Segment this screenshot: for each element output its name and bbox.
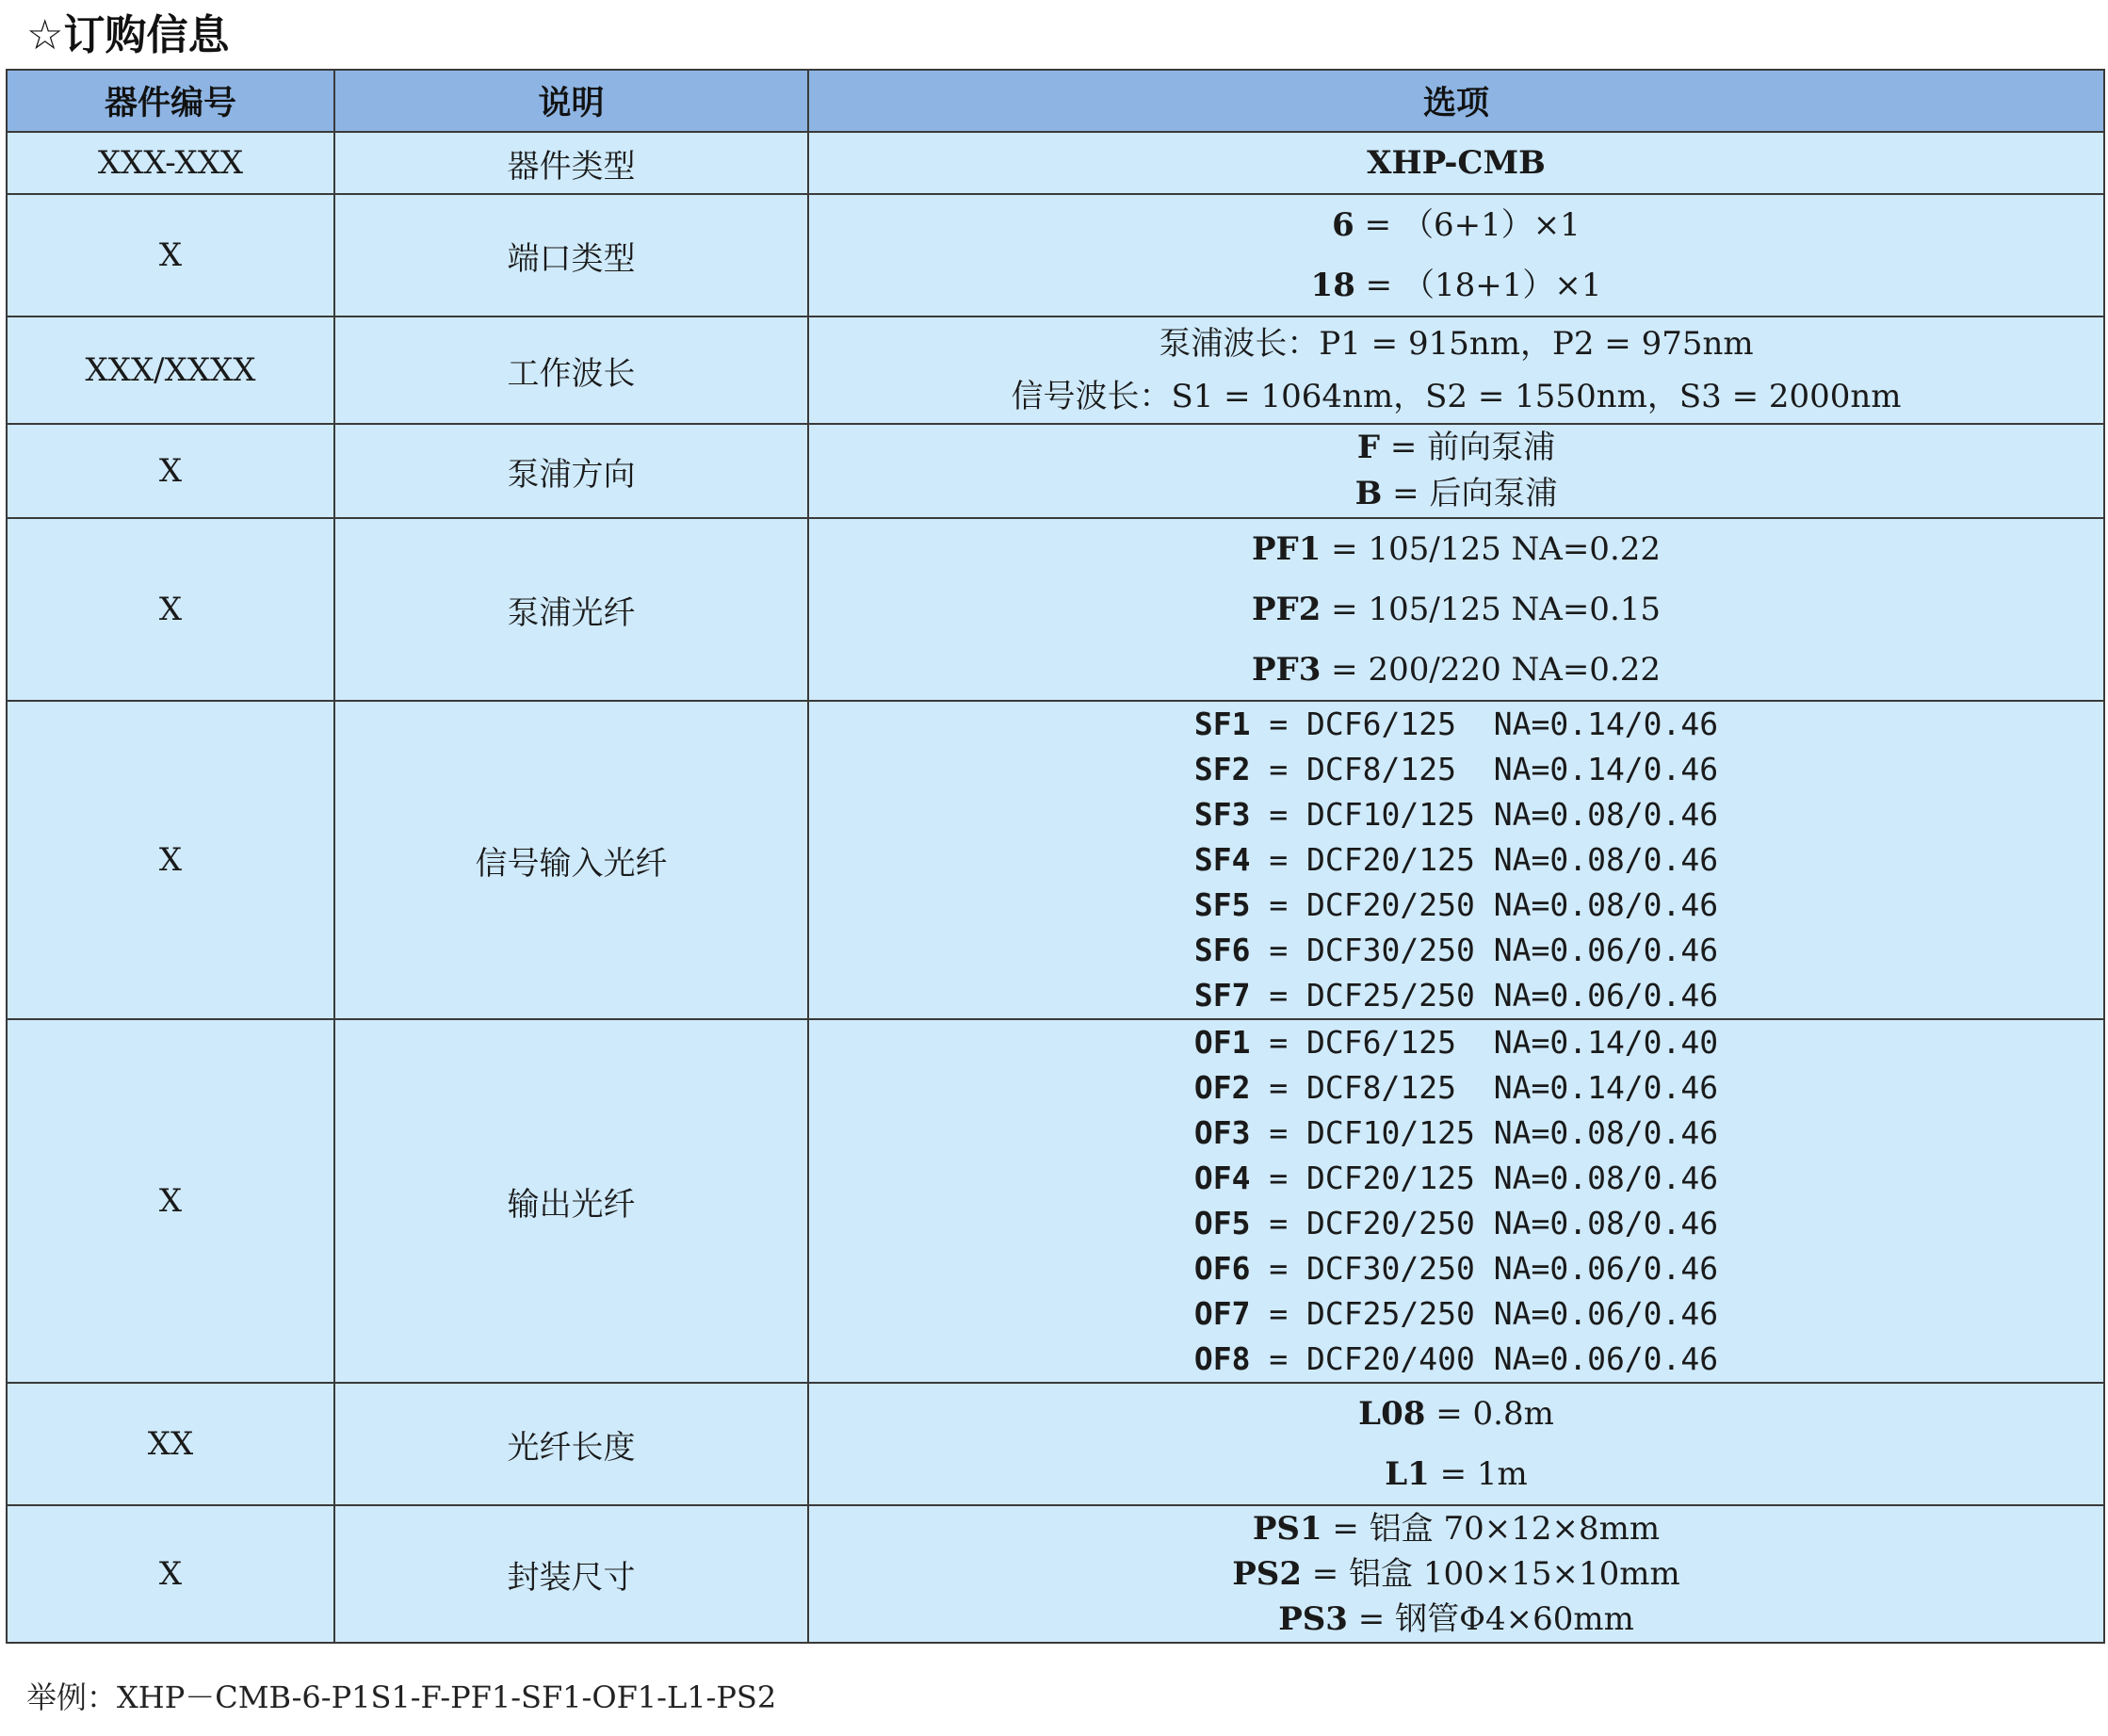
option-code: PS1 bbox=[1252, 1510, 1322, 1548]
option-code: PS3 bbox=[1278, 1600, 1348, 1638]
ordering-example: 举例：XHP－CMB-6-P1S1-F-PF1-SF1-OF1-L1-PS2 bbox=[26, 1679, 777, 1715]
option-line bbox=[809, 1551, 2103, 1597]
fiber-options-list bbox=[1194, 1020, 1718, 1382]
option-value: = DCF6/125 NA=0.14/0.46 bbox=[1250, 706, 1719, 742]
option-code: XHP-CMB bbox=[1367, 144, 1546, 182]
option-code: OF5 bbox=[1193, 1205, 1251, 1241]
option-value: = DCF8/125 NA=0.14/0.46 bbox=[1250, 751, 1719, 787]
option-code: PF3 bbox=[1251, 651, 1322, 689]
option-value: = 前向泵浦 bbox=[1380, 429, 1556, 466]
ordering-info-table bbox=[6, 69, 2105, 1644]
option-code: L1 bbox=[1385, 1455, 1430, 1493]
option-code: 18 bbox=[1310, 267, 1355, 304]
option-line bbox=[1194, 883, 1718, 928]
option-value: = DCF20/250 NA=0.08/0.46 bbox=[1250, 1205, 1719, 1241]
option-value: = DCF20/125 NA=0.08/0.46 bbox=[1250, 841, 1719, 878]
option-code: OF1 bbox=[1193, 1024, 1251, 1061]
option-line bbox=[809, 370, 2103, 423]
part-number-cell: X bbox=[7, 424, 334, 518]
option-value: = 105/125 NA=0.15 bbox=[1321, 591, 1662, 628]
option-code: SF6 bbox=[1193, 932, 1251, 968]
option-line bbox=[1194, 928, 1718, 973]
option-value: = 1m bbox=[1429, 1455, 1528, 1493]
option-line bbox=[809, 1597, 2103, 1642]
option-value: = DCF25/250 NA=0.06/0.46 bbox=[1250, 1295, 1719, 1332]
options-cell bbox=[808, 1383, 2104, 1505]
option-code: 6 bbox=[1332, 206, 1354, 244]
description-cell: 输出光纤 bbox=[334, 1019, 808, 1383]
option-value: = 铝盒 100×15×10mm bbox=[1301, 1555, 1680, 1593]
option-line bbox=[1194, 1111, 1718, 1156]
option-line bbox=[1194, 1065, 1718, 1111]
table-row bbox=[7, 194, 2104, 316]
option-line bbox=[1194, 1156, 1718, 1201]
description-cell: 封装尺寸 bbox=[334, 1505, 808, 1643]
option-code: SF1 bbox=[1193, 706, 1251, 742]
option-value: = 105/125 NA=0.22 bbox=[1321, 530, 1662, 568]
option-line bbox=[1194, 837, 1718, 883]
description-cell: 信号输入光纤 bbox=[334, 701, 808, 1019]
option-value: = DCF30/250 NA=0.06/0.46 bbox=[1250, 932, 1719, 968]
table-row bbox=[7, 1505, 2104, 1643]
options-cell bbox=[808, 701, 2104, 1019]
option-code: SF2 bbox=[1193, 751, 1251, 787]
option-code: PS2 bbox=[1232, 1555, 1302, 1593]
option-line bbox=[809, 1506, 2103, 1551]
option-value: = DCF8/125 NA=0.14/0.46 bbox=[1250, 1069, 1719, 1106]
option-code: PF2 bbox=[1251, 591, 1322, 628]
table-row bbox=[7, 701, 2104, 1019]
part-number-cell: X bbox=[7, 518, 334, 701]
option-value: 泵浦波长：P1 = 915nm，P2 = 975nm bbox=[1159, 325, 1754, 363]
option-line bbox=[809, 1384, 2103, 1444]
table-row bbox=[7, 316, 2104, 424]
table-header-row bbox=[7, 70, 2104, 132]
table-row bbox=[7, 518, 2104, 701]
description-cell: 光纤长度 bbox=[334, 1383, 808, 1505]
option-value: = DCF30/250 NA=0.06/0.46 bbox=[1250, 1250, 1719, 1287]
fiber-options-list bbox=[1194, 702, 1718, 1018]
options-cell bbox=[808, 518, 2104, 701]
option-value: = DCF20/400 NA=0.06/0.46 bbox=[1250, 1340, 1719, 1377]
column-header-options: 选项 bbox=[808, 70, 2104, 132]
option-value: 信号波长：S1 = 1064nm，S2 = 1550nm，S3 = 2000nm bbox=[1011, 378, 1902, 415]
option-value: = DCF10/125 NA=0.08/0.46 bbox=[1250, 796, 1719, 833]
option-code: L08 bbox=[1358, 1395, 1426, 1433]
description-cell: 泵浦光纤 bbox=[334, 518, 808, 701]
option-code: OF6 bbox=[1193, 1250, 1251, 1287]
option-code: OF3 bbox=[1193, 1114, 1251, 1151]
option-code: PF1 bbox=[1251, 530, 1322, 568]
option-code: OF7 bbox=[1193, 1295, 1251, 1332]
part-number-cell: X bbox=[7, 1019, 334, 1383]
options-cell bbox=[808, 1019, 2104, 1383]
option-value: = DCF6/125 NA=0.14/0.40 bbox=[1250, 1024, 1719, 1061]
option-line bbox=[809, 471, 2103, 517]
option-code: SF5 bbox=[1193, 886, 1251, 923]
table-row bbox=[7, 1383, 2104, 1505]
table-row bbox=[7, 1019, 2104, 1383]
option-code: OF2 bbox=[1193, 1069, 1251, 1106]
option-line bbox=[1194, 1291, 1718, 1337]
table-body bbox=[7, 132, 2104, 1643]
option-line bbox=[1194, 747, 1718, 792]
column-header-description: 说明 bbox=[334, 70, 808, 132]
description-cell: 工作波长 bbox=[334, 316, 808, 424]
option-value: = DCF10/125 NA=0.08/0.46 bbox=[1250, 1114, 1719, 1151]
options-cell bbox=[808, 1505, 2104, 1643]
option-line bbox=[809, 134, 2103, 192]
option-value: = DCF20/125 NA=0.08/0.46 bbox=[1250, 1160, 1719, 1196]
column-header-part-number: 器件编号 bbox=[7, 70, 334, 132]
option-line bbox=[1194, 1246, 1718, 1291]
options-cell bbox=[808, 132, 2104, 194]
option-line bbox=[1194, 1337, 1718, 1382]
option-line bbox=[809, 519, 2103, 579]
option-line bbox=[809, 640, 2103, 700]
option-code: OF4 bbox=[1193, 1160, 1251, 1196]
option-line bbox=[1194, 973, 1718, 1018]
option-value: = 后向泵浦 bbox=[1382, 475, 1558, 512]
option-line bbox=[1194, 1201, 1718, 1246]
option-line bbox=[809, 1444, 2103, 1504]
option-code: SF7 bbox=[1193, 977, 1251, 1014]
part-number-cell: X bbox=[7, 1505, 334, 1643]
option-value: = （18+1）×1 bbox=[1354, 267, 1602, 304]
option-line bbox=[809, 425, 2103, 471]
option-line bbox=[809, 317, 2103, 370]
description-cell: 泵浦方向 bbox=[334, 424, 808, 518]
options-cell bbox=[808, 316, 2104, 424]
option-code: SF4 bbox=[1193, 841, 1251, 878]
part-number-cell: X bbox=[7, 194, 334, 316]
option-line bbox=[1194, 702, 1718, 747]
option-value: = DCF25/250 NA=0.06/0.46 bbox=[1250, 977, 1719, 1014]
option-code: SF3 bbox=[1193, 796, 1251, 833]
option-value: = 0.8m bbox=[1425, 1395, 1554, 1433]
options-cell bbox=[808, 194, 2104, 316]
description-cell: 器件类型 bbox=[334, 132, 808, 194]
option-code: B bbox=[1354, 475, 1383, 512]
part-number-cell: XXX/XXXX bbox=[7, 316, 334, 424]
table-row bbox=[7, 424, 2104, 518]
option-line bbox=[1194, 1020, 1718, 1065]
option-value: = （6+1）×1 bbox=[1354, 206, 1581, 244]
part-number-cell: XXX-XXX bbox=[7, 132, 334, 194]
table-row bbox=[7, 132, 2104, 194]
option-line bbox=[809, 255, 2103, 316]
part-number-cell: XX bbox=[7, 1383, 334, 1505]
option-line bbox=[1194, 792, 1718, 837]
option-value: = 铝盒 70×12×8mm bbox=[1322, 1510, 1661, 1548]
option-value: = 钢管Φ4×60mm bbox=[1347, 1600, 1634, 1638]
options-cell bbox=[808, 424, 2104, 518]
option-line bbox=[809, 579, 2103, 640]
option-value: = DCF20/250 NA=0.08/0.46 bbox=[1250, 886, 1719, 923]
option-line bbox=[809, 195, 2103, 255]
option-code: OF8 bbox=[1193, 1340, 1251, 1377]
page-title: ☆订购信息 bbox=[26, 11, 230, 59]
description-cell: 端口类型 bbox=[334, 194, 808, 316]
option-code: F bbox=[1356, 429, 1381, 466]
part-number-cell: X bbox=[7, 701, 334, 1019]
option-value: = 200/220 NA=0.22 bbox=[1321, 651, 1662, 689]
